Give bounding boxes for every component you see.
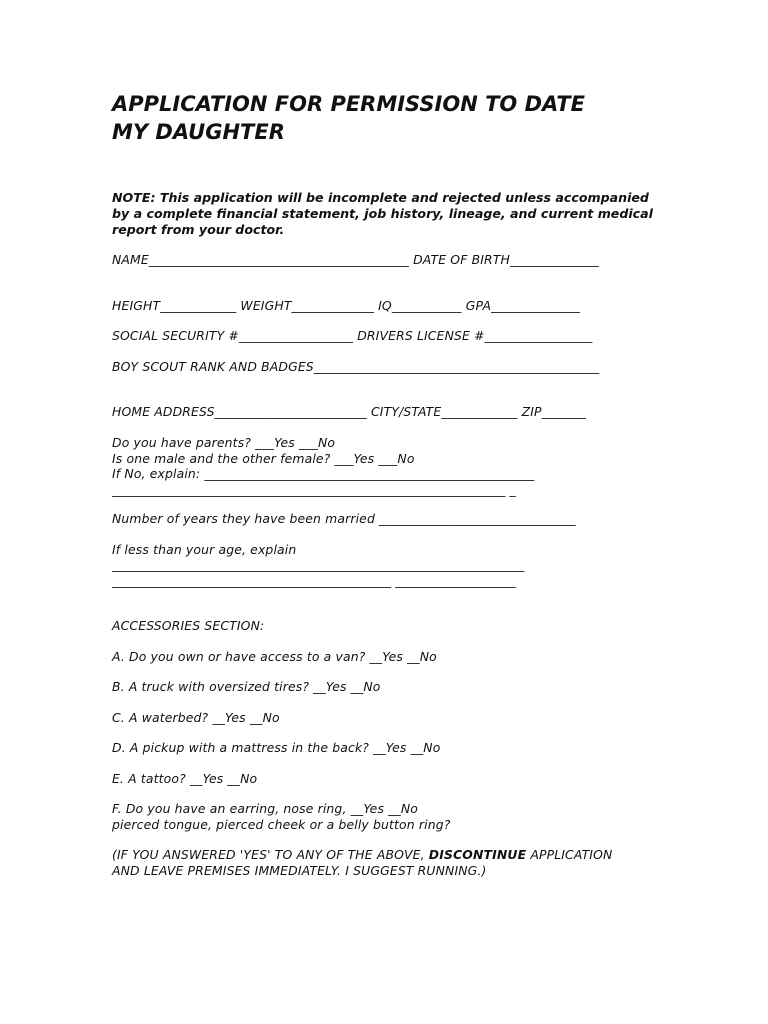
note-line-3: report from your doctor. [112,222,285,237]
less-than-age-line-1: _________________________________________________________________ [112,557,525,572]
note-paragraph [112,190,672,238]
explain-field-line-2: ______________________________________________________________ _ [112,482,516,497]
closing-emphasis: DISCONTINUE [428,847,527,862]
male-female-question: Is one male and the other female? ___Yes ___No [112,451,415,466]
accessory-f-line-2: pierced tongue, pierced cheek or a belly button ring? [112,817,451,832]
height-weight-field: HEIGHT____________ WEIGHT_____________ IQ___________ GPA______________ [112,298,580,313]
address-field: HOME ADDRESS________________________ CITY/STATE____________ ZIP_______ [112,404,587,419]
closing-line-1 [112,847,612,863]
accessories-header: ACCESSORIES SECTION: [112,618,265,633]
less-than-age-line-2: ____________________________________________ ___________________ [112,573,516,588]
parents-question: Do you have parents? ___Yes ___No [112,435,336,450]
note-line-1: NOTE: This application will be incomplete and rejected unless accompanied [112,190,649,205]
accessory-d: D. A pickup with a mattress in the back? __Yes __No [112,740,441,755]
accessory-b: B. A truck with oversized tires? __Yes __No [112,679,381,694]
boy-scout-field: BOY SCOUT RANK AND BADGES_____________________________________________ [112,359,600,374]
closing-part-2: APPLICATION [526,847,613,862]
accessory-e: E. A tattoo? __Yes __No [112,771,258,786]
closing-line-2: AND LEAVE PREMISES IMMEDIATELY. I SUGGEST RUNNING.) [112,863,487,878]
accessory-f-line-1: F. Do you have an earring, nose ring, __Yes __No [112,801,418,816]
ssn-license-field: SOCIAL SECURITY #__________________ DRIVERS LICENSE #_________________ [112,328,593,343]
less-than-age-label: If less than your age, explain [112,542,297,557]
note-line-2: by a complete financial statement, job history, lineage, and current medical [112,206,653,221]
title-line-1: APPLICATION FOR PERMISSION TO DATE [112,92,585,116]
years-married-field: Number of years they have been married _______________________________ [112,511,576,526]
name-dob-field: NAME_________________________________________ DATE OF BIRTH______________ [112,252,599,267]
closing-part-1: (IF YOU ANSWERED 'YES' TO ANY OF THE ABOVE, [112,847,429,862]
accessory-c: C. A waterbed? __Yes __No [112,710,280,725]
title-line-2: MY DAUGHTER [112,120,285,144]
accessory-a: A. Do you own or have access to a van? __Yes __No [112,649,437,664]
explain-field: If No, explain: ____________________________________________________ [112,466,535,481]
page-title [112,90,672,146]
